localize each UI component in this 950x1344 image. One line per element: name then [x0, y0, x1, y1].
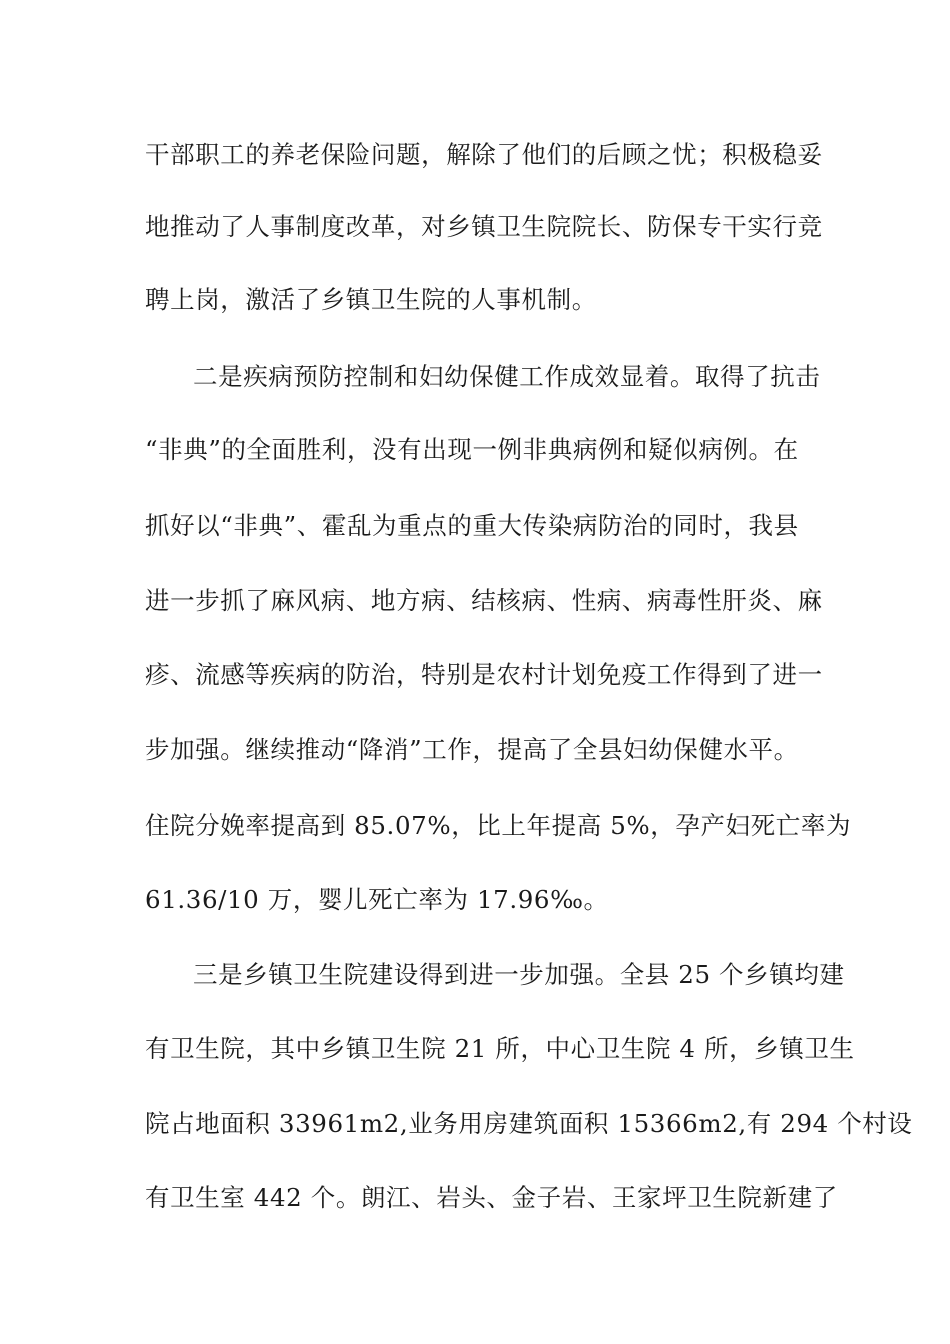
text-line: 抓好以“非典”、霍乱为重点的重大传染病防治的同时，我县: [145, 511, 799, 540]
text-line: 步加强。继续推动“降消”工作，提高了全县妇幼保健水平。: [145, 735, 799, 764]
paragraph-start-line: 二是疾病预防控制和妇幼保健工作成效显着。取得了抗击: [193, 362, 821, 391]
text-line: 有卫生院，其中乡镇卫生院 21 所，中心卫生院 4 所，乡镇卫生: [145, 1034, 855, 1063]
text-line: 疹、流感等疾病的防治，特别是农村计划免疫工作得到了进一: [145, 660, 823, 689]
text-line: 聘上岗，激活了乡镇卫生院的人事机制。: [145, 285, 597, 314]
text-line: “非典”的全面胜利，没有出现一例非典病例和疑似病例。在: [145, 435, 799, 464]
paragraph-start-line: 三是乡镇卫生院建设得到进一步加强。全县 25 个乡镇均建: [193, 960, 845, 989]
text-line: 干部职工的养老保险问题，解除了他们的后顾之忧；积极稳妥: [145, 140, 823, 169]
text-line: 住院分娩率提高到 85.07%，比上年提高 5%，孕产妇死亡率为: [145, 811, 852, 840]
text-line: 进一步抓了麻风病、地方病、结核病、性病、病毒性肝炎、麻: [145, 586, 823, 615]
text-line: 院占地面积 33961m2,业务用房建筑面积 15366m2,有 294 个村设: [145, 1109, 913, 1138]
text-line: 地推动了人事制度改革，对乡镇卫生院院长、防保专干实行竞: [145, 212, 823, 241]
text-line: 61.36/10 万，婴儿死亡率为 17.96‰。: [145, 885, 609, 914]
text-line: 有卫生室 442 个。朗江、岩头、金子岩、王家坪卫生院新建了: [145, 1183, 838, 1212]
